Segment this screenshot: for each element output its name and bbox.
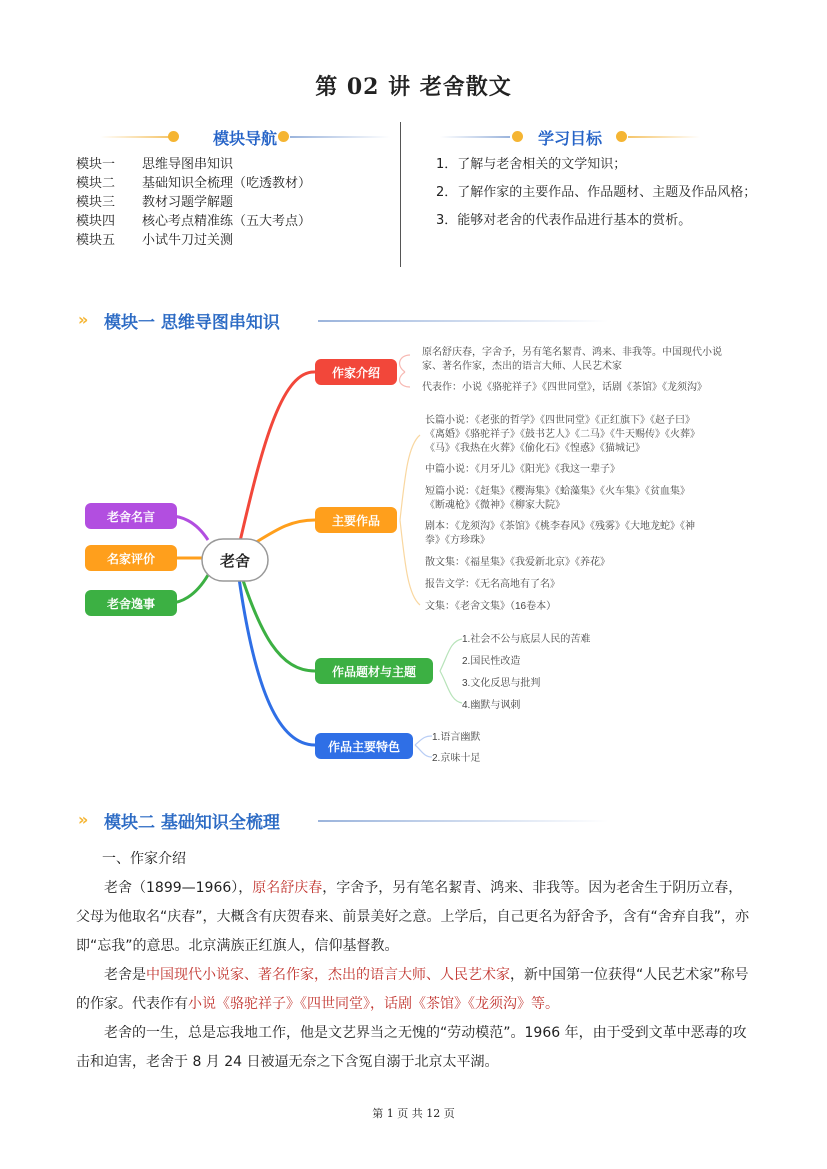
paragraph: [76, 961, 756, 1019]
works-line: 《马》《我热在火葬》《偷化石》《惶惑》《猫城记》: [425, 443, 645, 454]
node-quotes-label: 老舍名言: [106, 510, 156, 524]
text-run: 老舍是: [104, 967, 146, 983]
highlight-text: 原名舒庆春: [252, 880, 323, 896]
author-intro-line: 代表作：小说《骆驼祥子》《四世同堂》，话剧《茶馆》《龙须沟》: [422, 382, 707, 393]
module-nav-item: [76, 193, 311, 212]
module-label: 小试牛刀过关测: [142, 233, 234, 248]
goals-heading: [440, 124, 700, 148]
node-reviews-label: 名家评价: [106, 552, 156, 566]
module-key: 模块一: [76, 157, 116, 172]
module-nav-item: [76, 155, 311, 174]
paragraph: [76, 874, 756, 961]
works-line: 《离婚》《骆驼祥子》《鼓书艺人》《二马》《牛天赐传》《火葬》: [425, 429, 700, 440]
brace-features: [415, 736, 432, 757]
theme-item: 3.文化反思与批判: [462, 678, 541, 689]
works-line: 拳》《方珍珠》: [425, 535, 490, 546]
module-nav-list: [76, 155, 311, 250]
heading-rule-right: [290, 136, 390, 138]
module-label: 基础知识全梳理（吃透教材）: [142, 176, 312, 191]
brace-themes: [440, 639, 462, 703]
works-line: 报告文学：《无名高地有了名》: [425, 579, 560, 590]
node-works-label: 主要作品: [331, 514, 381, 528]
node-themes-label: 作品题材与主题: [331, 665, 417, 679]
center-label: 老舍: [219, 553, 251, 570]
module-key: 模块二: [76, 176, 116, 191]
branch-line-author: [238, 372, 315, 550]
page-footer: 第 1 页 共 12 页: [372, 1107, 455, 1120]
feature-item: 1.语言幽默: [432, 732, 481, 743]
brace-works: [400, 435, 420, 605]
section-header-1: [78, 306, 548, 334]
module-label: 教材习题学解题: [142, 195, 234, 210]
works-line: 文集：《老舍文集》（16卷本）: [425, 601, 557, 612]
goal-item: 1．了解与老舍相关的文学知识；: [436, 157, 627, 172]
page-title: 第 02 讲 老舍散文: [315, 74, 512, 100]
goals-title: 学习目标: [537, 129, 602, 148]
module-key: 模块三: [76, 195, 116, 210]
author-intro-line: 家、著名作家，杰出的语言大师、人民艺术家: [422, 361, 622, 372]
works-line: 散文集：《福星集》《我爱新北京》《养花》: [425, 557, 610, 568]
highlight-text: 小说《骆驼祥子》《四世同堂》，话剧《茶馆》《龙须沟》等。: [188, 996, 559, 1012]
module-nav-item: [76, 212, 311, 231]
node-author-intro-label: 作家介绍: [331, 366, 381, 380]
module-key: 模块五: [76, 233, 116, 248]
section-rule: [318, 820, 608, 822]
paragraph: 老舍的一生，总是忘我地工作，他是文艺界当之无愧的“劳动模范”。1966 年，由于受到文革中恶毒的攻击和迫害，老舍于 8 月 24 日被逼无奈之下含冤自溺于北京太平湖。: [76, 1025, 747, 1070]
module-nav-heading: [100, 124, 390, 148]
text-run: ，字舍予，另有笔名絜青、鸿来、非我等。因为老舍生于阴历立春，父母为他取名“庆春”，大概含有庆贺春来、前景美好之意。上学后，自己更名为舒舍予，含有“舍弃自我”，亦即“忘我”的意思。北京满族正红旗人，信仰基督教。: [76, 880, 750, 954]
theme-item: 4.幽默与讽刺: [462, 700, 521, 711]
text-run: ，新中国第一位获得“人民艺术家”称号的作家。代表作有: [76, 967, 749, 1012]
module-key: 模块四: [76, 214, 116, 229]
double-chevron-icon: »: [78, 810, 85, 829]
mind-map: [70, 335, 770, 775]
works-line: 中篇小说：《月牙儿》《阳光》《我这一辈子》: [425, 464, 620, 475]
goal-item: 2．了解作家的主要作品、作品题材、主题及作品风格；: [436, 185, 757, 200]
text-run: 老舍（1899—1966），: [104, 880, 253, 896]
brace-author: [400, 355, 410, 387]
theme-item: 2.国民性改造: [462, 656, 521, 667]
body-content: [76, 845, 756, 1077]
author-intro-line: 原名舒庆春，字舍予，另有笔名絜青、鸿来、非我等。中国现代小说: [422, 347, 722, 358]
module-label: 核心考点精准练（五大考点）: [142, 214, 312, 229]
column-divider: [400, 122, 401, 267]
section-rule: [318, 320, 608, 322]
heading-rule-right: [628, 136, 700, 138]
node-features-label: 作品主要特色: [327, 740, 401, 754]
dot-icon: [278, 131, 289, 142]
module-nav-item: [76, 231, 311, 250]
section-header-2: [78, 806, 548, 834]
module-nav-title: 模块导航: [212, 129, 277, 148]
goals-list: [410, 151, 760, 235]
module-nav-item: [76, 174, 311, 193]
highlight-text: 中国现代小说家、著名作家，杰出的语言大师、人民艺术家: [146, 967, 510, 983]
works-line: 剧本：《龙须沟》《茶馆》《桃李春风》《残雾》《大地龙蛇》《神: [425, 521, 695, 532]
module-label: 思维导图串知识: [142, 157, 234, 172]
subsection-heading: 一、作家介绍: [102, 851, 186, 867]
node-anecdotes-label: 老舍逸事: [106, 597, 156, 611]
theme-item: 1.社会不公与底层人民的苦难: [462, 634, 591, 645]
section-title: 模块二 基础知识全梳理: [104, 813, 280, 833]
section-title: 模块一 思维导图串知识: [104, 313, 280, 333]
works-line: 长篇小说：《老张的哲学》《四世同堂》《正红旗下》《赵子曰》: [425, 415, 695, 426]
double-chevron-icon: »: [78, 310, 85, 329]
dot-icon: [616, 131, 627, 142]
works-line: 《断魂枪》《微神》《柳家大院》: [425, 500, 565, 511]
goal-item: 3．能够对老舍的代表作品进行基本的赏析。: [436, 213, 692, 228]
works-line: 短篇小说：《赶集》《樱海集》《蛤藻集》《火车集》《贫血集》: [425, 486, 690, 497]
feature-item: 2.京味十足: [432, 753, 481, 764]
